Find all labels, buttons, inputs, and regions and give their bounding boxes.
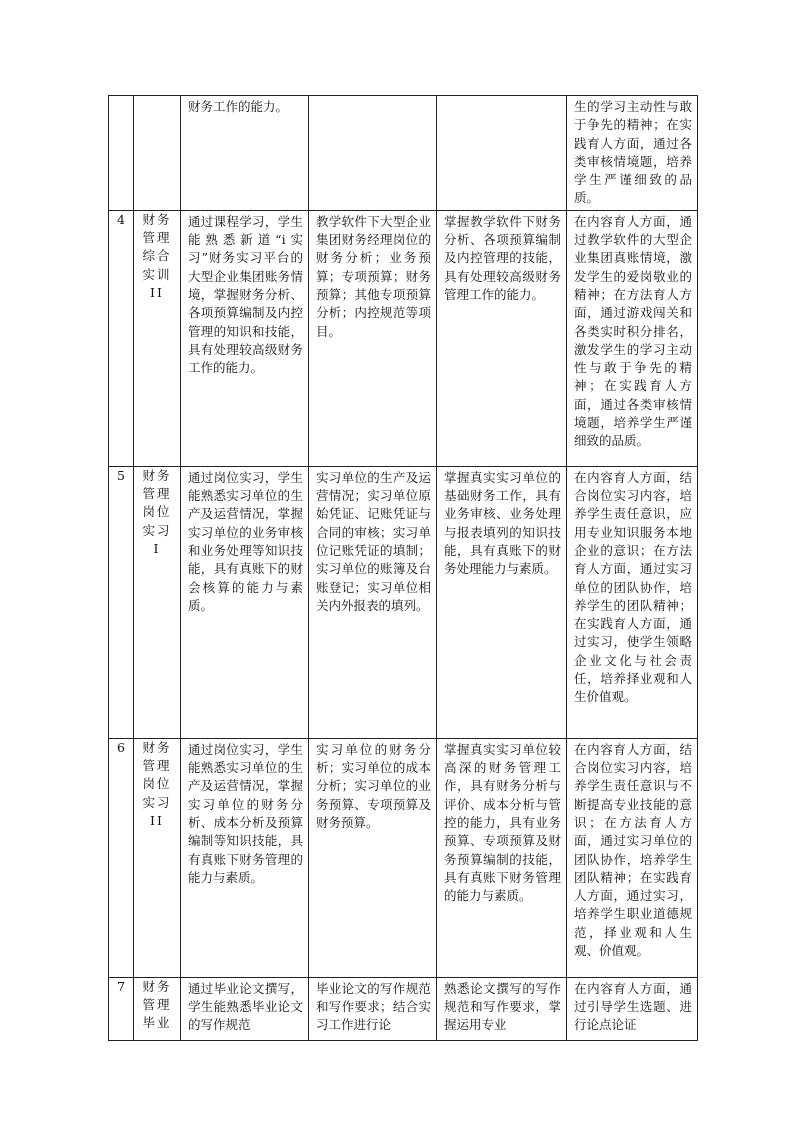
course-name: 财务管理岗位实习II [134,738,181,977]
table-row [109,977,698,1040]
course-requirement: 熟悉论文撰写的写作规范和写作要求，掌握运用专业 [437,977,567,1040]
course-ideology: 在内容育人方面，结合岗位实习内容，培养学生责任意识，应用专业知识服务本地企业的意识；在方法育人方面，通过实习单位的团队协作，培养学生的团队精神；在实践育人方面，通过实习，使学生领略企业文化与社会责任，培养择业观和人生价值观。 [567,466,698,738]
course-requirement: 掌握教学软件下财务分析、各项预算编制及内控管理的技能，具有处理较高级财务管理工作的能力。 [437,210,567,466]
course-content: 实习单位的生产及运营情况；实习单位原始凭证、记账凭证与合同的审核；实习单位记账凭证的填制；实习单位的账簿及台账登记；实习单位相关内外报表的填列。 [309,466,437,738]
table-row [109,466,698,738]
table-row [109,738,698,977]
table-row [109,210,698,466]
course-requirement [437,96,567,211]
table-row [109,96,698,211]
course-name: 财务管理综合实训II [134,210,181,466]
course-ideology: 在内容育人方面，结合岗位实习内容，培养学生责任意识与不断提高专业技能的意识；在方法育人方面，通过实习单位的团队协作，培养学生团队精神；在实践育人方面，通过实习，培养学生职业道德规范，择业观和人生观、价值观。 [567,738,698,977]
course-goal: 财务工作的能力。 [181,96,309,211]
course-name: 财务管理岗位实习I [134,466,181,738]
course-goal: 通过岗位实习，学生能熟悉实习单位的生产及运营情况，掌握实习单位的财务分析、成本分析及预算编制等知识技能，具有真账下财务管理的能力与素质。 [181,738,309,977]
row-number: 6 [109,738,134,977]
course-content [309,96,437,211]
course-content: 实习单位的财务分析；实习单位的成本分析；实习单位的业务预算、专项预算及财务预算。 [309,738,437,977]
course-ideology: 在内容育人方面，通过教学软件的大型企业集团真账情境，激发学生的爱岗敬业的精神；在方法育人方面，通过游戏闯关和各类实时积分排名，激发学生的学习主动性与敢于争先的精神；在实践育人方面，通过各类审核情境题，培养学生严谨细致的品质。 [567,210,698,466]
course-name: 财务管理毕业 [134,977,181,1040]
course-content: 教学软件下大型企业集团财务经理岗位的财务分析；业务预算；专项预算；财务预算；其他专项预算分析；内控规范等项目。 [309,210,437,466]
course-content: 毕业论文的写作规范和写作要求；结合实习工作进行论 [309,977,437,1040]
course-goal: 通过毕业论文撰写，学生能熟悉毕业论文的写作规范 [181,977,309,1040]
course-name [134,96,181,211]
course-ideology: 生的学习主动性与敢于争先的精神；在实践育人方面，通过各类审核情境题，培养学生严谨细致的品质。 [567,96,698,211]
row-number: 5 [109,466,134,738]
course-table [108,95,698,1041]
row-number: 7 [109,977,134,1040]
course-goal: 通过课程学习，学生能熟悉新道“i实习”财务实习平台的大型企业集团账务情境，掌握财务分析、各项预算编制及内控管理的知识和技能，具有处理较高级财务工作的能力。 [181,210,309,466]
row-number [109,96,134,211]
course-requirement: 掌握真实实习单位的基础财务工作，具有业务审核、业务处理与报表填列的知识技能，具有真账下的财务处理能力与素质。 [437,466,567,738]
row-number: 4 [109,210,134,466]
course-ideology: 在内容育人方面，通过引导学生选题、进行论点论证 [567,977,698,1040]
course-requirement: 掌握真实实习单位较高深的财务管理工作，具有财务分析与评价、成本分析与管控的能力，具有业务预算、专项预算及财务预算编制的技能，具有真账下财务管理的能力与素质。 [437,738,567,977]
course-goal: 通过岗位实习，学生能熟悉实习单位的生产及运营情况，掌握实习单位的业务审核和业务处理等知识技能，具有真账下的财会核算的能力与素质。 [181,466,309,738]
